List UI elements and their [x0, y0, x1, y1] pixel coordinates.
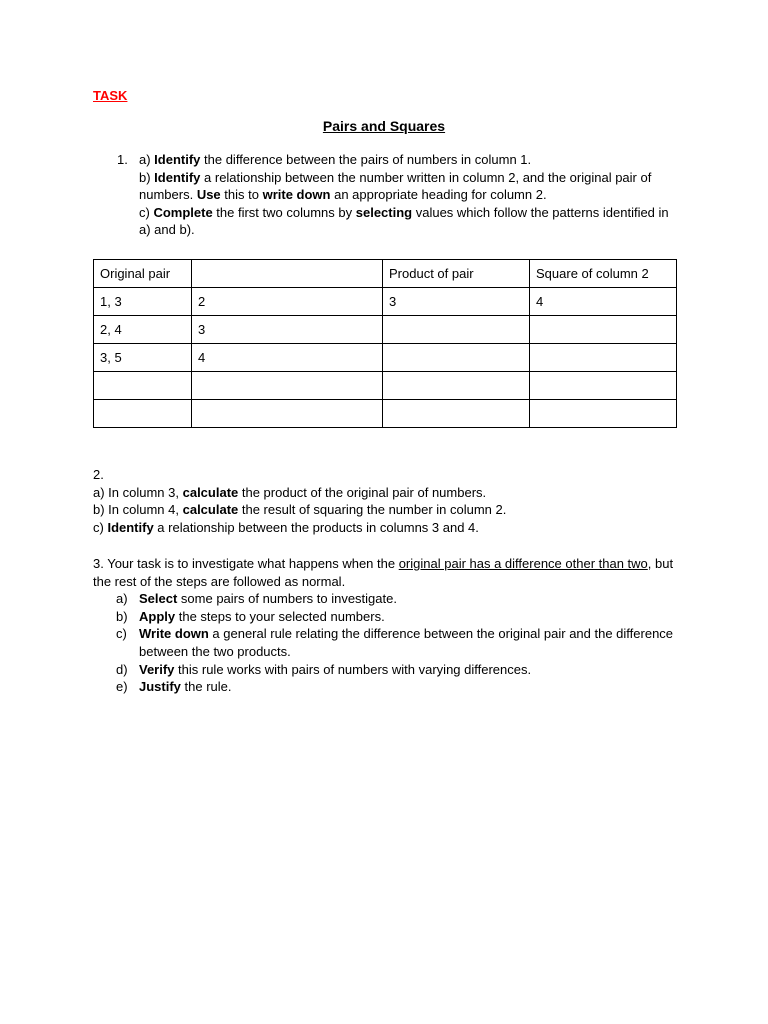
- table-row: [94, 372, 677, 400]
- table-cell: [530, 316, 677, 344]
- table-cell: [192, 372, 383, 400]
- table-cell: 4: [530, 288, 677, 316]
- q2a-text: the product of the original pair of numbers.: [238, 484, 487, 500]
- q1b-keyword-write-down: write down: [262, 187, 331, 203]
- q2b-text: the result of squaring the number in column 2.: [238, 502, 507, 518]
- table-cell: 4: [192, 344, 383, 372]
- table-header-cell: Product of pair: [383, 260, 530, 288]
- q1b-text-2: this to: [220, 187, 263, 203]
- question-3-intro: [93, 555, 683, 590]
- table-header-cell: Original pair: [94, 260, 192, 288]
- list-keyword: Select: [139, 591, 178, 607]
- table-cell: [530, 344, 677, 372]
- page-title: Pairs and Squares: [322, 118, 446, 134]
- q2c-keyword: Identify: [107, 519, 154, 535]
- table-cell: 3: [192, 316, 383, 344]
- task-label: TASK: [93, 88, 128, 103]
- list-marker: e): [116, 679, 128, 695]
- table-header-cell: Square of column 2: [530, 260, 677, 288]
- list-marker: d): [116, 661, 128, 677]
- table-row: [94, 344, 677, 372]
- table-cell: 3, 5: [94, 344, 192, 372]
- q2b-keyword: calculate: [182, 502, 239, 518]
- q1b-text-3: an appropriate heading for column 2.: [330, 187, 547, 203]
- q1a-text: the difference between the pairs of numbers in column 1.: [200, 152, 532, 167]
- q3-intro-text-1: 3. Your task is to investigate what happens when the: [93, 556, 399, 571]
- list-item: [93, 678, 683, 696]
- table-header-cell: [192, 260, 383, 288]
- list-text: the rule.: [180, 679, 232, 695]
- q1a-keyword: Identify: [154, 152, 201, 167]
- q1b-prefix: b): [139, 169, 155, 185]
- question-1b: [139, 169, 683, 204]
- list-keyword: Write down: [139, 626, 209, 642]
- table-cell: [383, 372, 530, 400]
- question-3-list: [93, 590, 683, 696]
- list-text: the steps to your selected numbers.: [175, 608, 385, 624]
- q1c-keyword-selecting: selecting: [355, 204, 413, 220]
- question-1-number: 1.: [117, 152, 128, 167]
- list-item: [93, 661, 683, 679]
- q2a-keyword: calculate: [182, 484, 239, 500]
- q1c-keyword-complete: Complete: [153, 204, 213, 220]
- q2c-text: a relationship between the products in columns 3 and 4.: [153, 519, 479, 535]
- table-row: [94, 288, 677, 316]
- q2a-prefix: a) In column 3,: [93, 484, 183, 500]
- table-cell: [94, 372, 192, 400]
- q1c-prefix: c): [139, 204, 154, 220]
- list-marker: c): [116, 626, 127, 642]
- table-cell: 3: [383, 288, 530, 316]
- table-cell: [192, 400, 383, 428]
- table-cell: 1, 3: [94, 288, 192, 316]
- table-cell: [530, 372, 677, 400]
- list-item: [93, 608, 683, 626]
- question-1c: [139, 204, 683, 239]
- question-2-number: 2.: [93, 467, 104, 482]
- q3-intro-text-2: , but the rest of the steps are followed as normal.: [93, 556, 674, 589]
- question-2a: [93, 484, 683, 502]
- table-cell: [383, 400, 530, 428]
- question-1: [93, 151, 683, 239]
- table-cell: 2: [192, 288, 383, 316]
- q2c-prefix: c): [93, 519, 108, 535]
- question-2c: [93, 519, 683, 537]
- list-keyword: Justify: [139, 679, 181, 695]
- q1b-keyword-identify: Identify: [154, 169, 201, 185]
- table-row: [94, 316, 677, 344]
- table-cell: [383, 316, 530, 344]
- q3-intro-underlined: original pair has a difference other than two: [398, 556, 648, 571]
- list-text: a general rule relating the difference between the original pair and the difference between the two products.: [139, 626, 674, 659]
- q1b-keyword-use: Use: [196, 187, 221, 203]
- list-item: [93, 590, 683, 608]
- table-header-row: [94, 260, 677, 288]
- question-1a: [139, 151, 683, 169]
- question-2: [93, 466, 683, 536]
- table-cell: [530, 400, 677, 428]
- list-text: some pairs of numbers to investigate.: [177, 591, 397, 607]
- table-cell: [94, 400, 192, 428]
- q1a-prefix: a): [139, 152, 155, 167]
- list-item: [93, 625, 683, 660]
- list-keyword: Apply: [139, 608, 176, 624]
- question-2b: [93, 501, 683, 519]
- q1b-text-1: a relationship between the number written in column 2, and the original pair of numbers.: [139, 169, 652, 203]
- table-row: [94, 400, 677, 428]
- q2b-prefix: b) In column 4,: [93, 502, 183, 518]
- list-keyword: Verify: [139, 661, 175, 677]
- q1c-text-1: the first two columns by: [212, 204, 356, 220]
- table-cell: [383, 344, 530, 372]
- table-cell: 2, 4: [94, 316, 192, 344]
- q1c-text-2: values which follow the patterns identified in a) and b).: [139, 204, 669, 238]
- list-marker: a): [116, 591, 128, 607]
- list-text: this rule works with pairs of numbers with varying differences.: [174, 661, 532, 677]
- question-3: [93, 555, 683, 696]
- pairs-table: [93, 259, 677, 428]
- list-marker: b): [116, 608, 128, 624]
